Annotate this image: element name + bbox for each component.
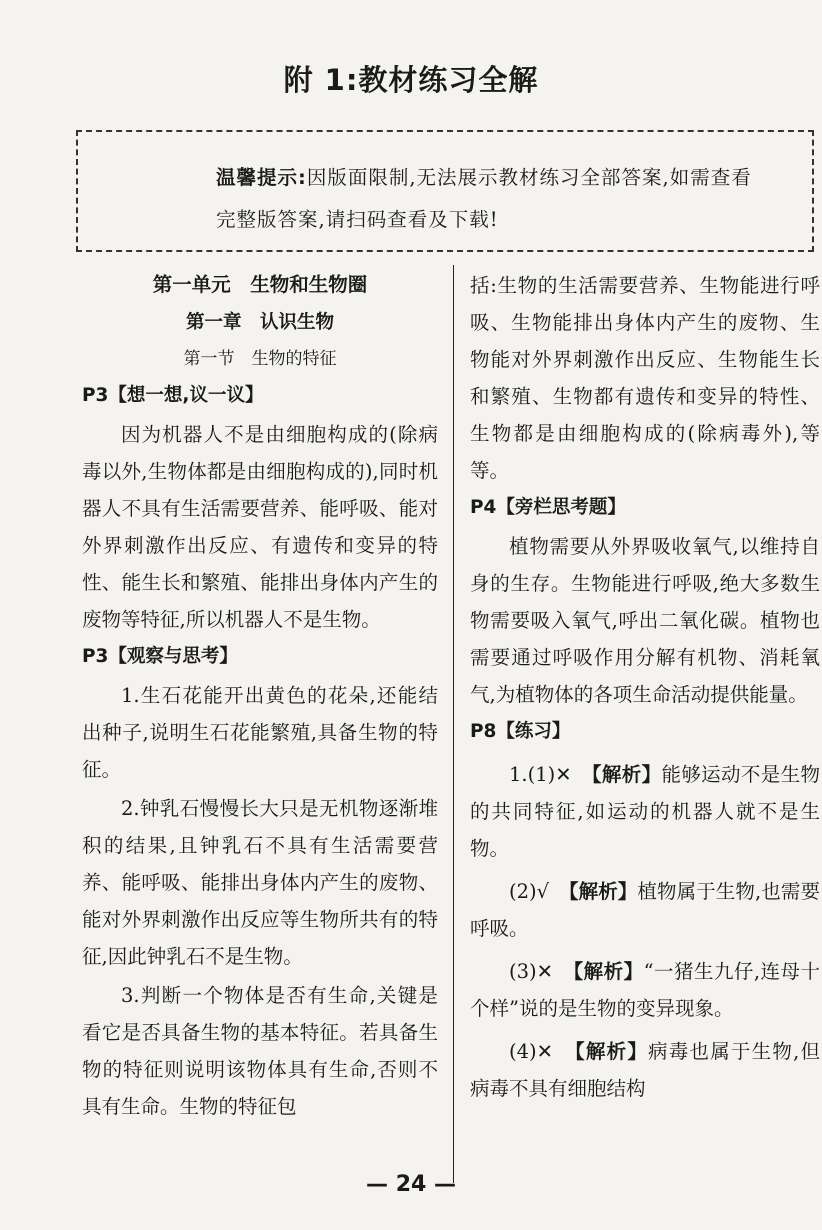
right-column: [470, 265, 820, 1107]
section-heading: 第一节 生物的特征: [183, 349, 337, 369]
paragraph-robot: 因为机器人不是由细胞构成的(除病毒以外,生物体都是由细胞构成的),同时机器人不具有生活需要营养、能呼吸、能对外界刺激作出反应、有遗传和变异的特性、能生长和繁殖、能排出身体内产生的废物等特征,所以机器人不是生物。: [82, 423, 438, 631]
exercise-answer-1: [470, 756, 820, 867]
tag-exercise: P8【练习】: [470, 721, 571, 742]
tag-think-discuss: P3【想一想,议一议】: [82, 385, 264, 406]
answer-mark: 1.(1)✕: [509, 763, 592, 786]
left-column: [82, 265, 438, 1125]
page-number: — 24 —: [366, 1172, 456, 1197]
tip-line-1: [216, 162, 752, 190]
tip-box: [76, 130, 814, 252]
analysis-label: 【解析】: [573, 960, 644, 983]
answer-mark: (2)√: [509, 880, 569, 903]
column-divider: [453, 265, 454, 1183]
paragraph-continued: 括:生物的生活需要营养、生物能进行呼吸、生物能排出身体内产生的废物、生物能对外界刺激作出反应、生物能生长和繁殖、生物都有遗传和变异的特性、生物都是由细胞构成的(除病毒外),等等。: [470, 274, 820, 482]
tag-sidebar-question: P4【旁栏思考题】: [470, 497, 626, 518]
exercise-answer-3: [470, 953, 820, 1027]
analysis-label: 【解析】: [574, 1040, 649, 1063]
analysis-text: “一猪生九仔,连母十个样”说的是生物的变异现象。: [470, 960, 820, 1020]
paragraph-oxygen: 植物需要从外界吸收氧气,以维持自身的生存。生物能进行呼吸,绝大多数生物需要吸入氧气,呼出二氧化碳。植物也需要通过呼吸作用分解有机物、消耗氧气,为植物体的各项生命活动提供能量。: [470, 535, 820, 706]
analysis-text: 病毒也属于生物,但病毒不具有细胞结构: [470, 1040, 820, 1100]
page-title: 附 1:教材练习全解: [283, 63, 539, 97]
answer-1: 1.生石花能开出黄色的花朵,还能结出种子,说明生石花能繁殖,具备生物的特征。: [82, 684, 438, 781]
analysis-label: 【解析】: [568, 880, 638, 903]
analysis-text: 植物属于生物,也需要呼吸。: [470, 880, 820, 940]
unit-heading: 第一单元 生物和生物圈: [152, 273, 368, 296]
answer-mark: (4)✕: [509, 1040, 575, 1063]
answer-mark: (3)✕: [509, 960, 574, 983]
tip-text-1: 因版面限制,无法展示教材练习全部答案,如需查看: [306, 166, 752, 189]
exercise-answer-2: [470, 873, 820, 947]
analysis-text: 能够运动不是生物的共同特征,如运动的机器人就不是生物。: [470, 763, 820, 860]
tip-text-2: 完整版答案,请扫码查看及下载!: [216, 208, 499, 231]
tag-observe-think: P3【观察与思考】: [82, 646, 238, 667]
exercise-answer-4: [470, 1033, 820, 1107]
tip-label: 温馨提示:: [216, 166, 307, 189]
chapter-heading: 第一章 认识生物: [185, 312, 334, 333]
analysis-label: 【解析】: [591, 763, 662, 786]
answer-2: 2.钟乳石慢慢长大只是无机物逐渐堆积的结果,且钟乳石不具有生活需要营养、能呼吸、能排出身体内产生的废物、能对外界刺激作出反应等生物所共有的特征,因此钟乳石不是生物。: [82, 797, 438, 968]
answer-3: 3.判断一个物体是否有生命,关键是看它是否具备生物的基本特征。若具备生物的特征则说明该物体具有生命,否则不具有生命。生物的特征包: [82, 984, 438, 1118]
